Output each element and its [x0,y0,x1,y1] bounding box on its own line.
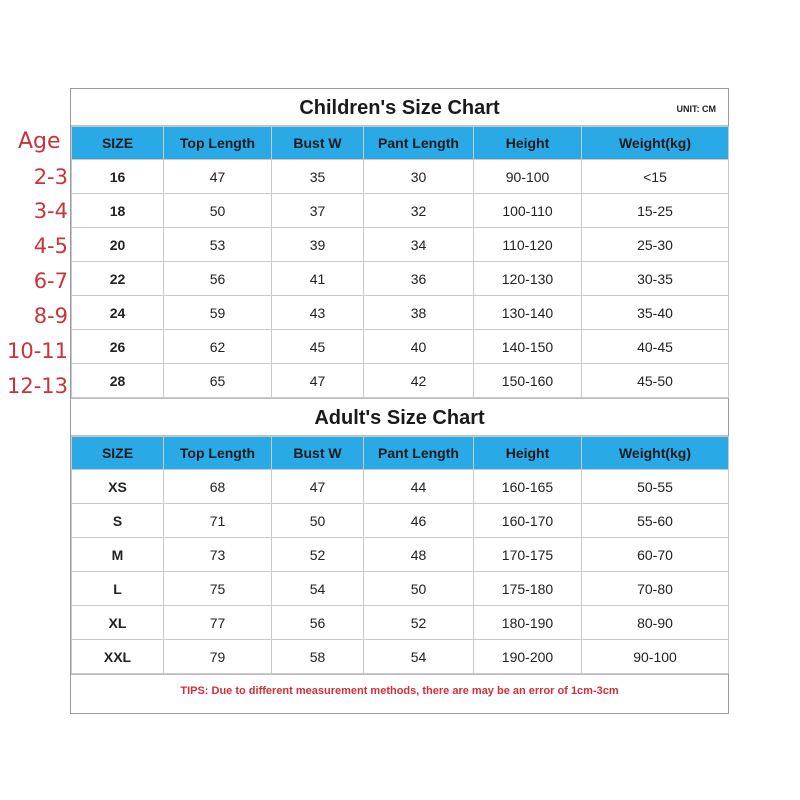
age-item: 3-4 [33,199,68,223]
table-cell: 56 [164,262,272,296]
table-cell: 100-110 [474,194,582,228]
size-chart-frame [70,88,729,714]
table-cell: 47 [272,364,364,398]
table-row [72,330,729,364]
children-header-row [72,127,729,160]
table-row [72,470,729,504]
table-cell: 110-120 [474,228,582,262]
table-cell: 140-150 [474,330,582,364]
size-cell: 22 [72,262,164,296]
column-header: SIZE [72,127,164,160]
unit-label: UNIT: CM [676,104,716,114]
table-cell: 36 [364,262,474,296]
table-cell: 30 [364,160,474,194]
age-item: 12-13 [6,374,68,398]
age-item: 2-3 [33,165,68,189]
age-item: 6-7 [33,269,68,293]
table-cell: 40 [364,330,474,364]
table-cell: 56 [272,606,364,640]
table-cell: 50-55 [582,470,729,504]
table-cell: 50 [272,504,364,538]
column-header: Bust W [272,127,364,160]
size-cell: 28 [72,364,164,398]
column-header: Weight(kg) [582,437,729,470]
table-cell: 77 [164,606,272,640]
column-header: Top Length [164,127,272,160]
table-cell: 71 [164,504,272,538]
table-cell: 75 [164,572,272,606]
column-header: SIZE [72,437,164,470]
adult-header-row [72,437,729,470]
table-row [72,640,729,674]
table-cell: 54 [364,640,474,674]
table-cell: 190-200 [474,640,582,674]
table-cell: 54 [272,572,364,606]
table-cell: 120-130 [474,262,582,296]
table-cell: 52 [364,606,474,640]
size-cell: XL [72,606,164,640]
children-size-table [71,126,729,398]
table-cell: 37 [272,194,364,228]
table-cell: 50 [364,572,474,606]
table-cell: 34 [364,228,474,262]
column-header: Top Length [164,437,272,470]
age-item: 4-5 [33,234,68,258]
table-cell: 130-140 [474,296,582,330]
table-row [72,160,729,194]
size-cell: XS [72,470,164,504]
table-row [72,262,729,296]
table-cell: 150-160 [474,364,582,398]
table-cell: 47 [272,470,364,504]
column-header: Height [474,437,582,470]
age-item: 8-9 [33,304,68,328]
size-cell: S [72,504,164,538]
table-cell: 48 [364,538,474,572]
column-header: Pant Length [364,127,474,160]
table-cell: 32 [364,194,474,228]
table-cell: 52 [272,538,364,572]
table-cell: 79 [164,640,272,674]
column-header: Bust W [272,437,364,470]
table-cell: 70-80 [582,572,729,606]
table-cell: 90-100 [582,640,729,674]
table-cell: 45 [272,330,364,364]
table-cell: 65 [164,364,272,398]
column-header: Pant Length [364,437,474,470]
table-cell: 90-100 [474,160,582,194]
table-cell: 53 [164,228,272,262]
table-cell: 47 [164,160,272,194]
table-cell: 35-40 [582,296,729,330]
table-cell: 170-175 [474,538,582,572]
table-cell: 42 [364,364,474,398]
table-row [72,296,729,330]
size-cell: 26 [72,330,164,364]
table-cell: 60-70 [582,538,729,572]
size-cell: L [72,572,164,606]
table-cell: 180-190 [474,606,582,640]
table-cell: 58 [272,640,364,674]
table-row [72,538,729,572]
adult-size-table [71,436,729,674]
table-cell: 25-30 [582,228,729,262]
table-cell: 160-165 [474,470,582,504]
table-cell: 46 [364,504,474,538]
table-row [72,228,729,262]
age-header: Age [18,129,61,154]
column-header: Height [474,127,582,160]
size-cell: 18 [72,194,164,228]
adult-chart-title: Adult's Size Chart [314,407,485,429]
table-cell: 15-25 [582,194,729,228]
table-cell: 30-35 [582,262,729,296]
table-cell: 68 [164,470,272,504]
table-cell: 43 [272,296,364,330]
table-cell: 41 [272,262,364,296]
table-cell: 44 [364,470,474,504]
table-cell: 160-170 [474,504,582,538]
table-cell: 73 [164,538,272,572]
table-row [72,194,729,228]
table-row [72,606,729,640]
size-cell: 24 [72,296,164,330]
size-cell: XXL [72,640,164,674]
children-title-row [71,89,728,126]
tips-note: TIPS: Due to different measurement methods, there are may be an error of 1cm-3cm [71,674,728,707]
table-cell: 175-180 [474,572,582,606]
children-chart-title: Children's Size Chart [299,97,500,119]
table-cell: 40-45 [582,330,729,364]
table-cell: 35 [272,160,364,194]
table-cell: 50 [164,194,272,228]
table-row [72,504,729,538]
size-cell: 16 [72,160,164,194]
table-cell: 59 [164,296,272,330]
table-row [72,364,729,398]
adult-title-row [71,398,728,436]
table-cell: 55-60 [582,504,729,538]
column-header: Weight(kg) [582,127,729,160]
table-cell: 45-50 [582,364,729,398]
size-cell: M [72,538,164,572]
table-cell: <15 [582,160,729,194]
table-cell: 38 [364,296,474,330]
table-cell: 39 [272,228,364,262]
table-cell: 62 [164,330,272,364]
size-cell: 20 [72,228,164,262]
table-cell: 80-90 [582,606,729,640]
age-item: 10-11 [6,339,68,363]
table-row [72,572,729,606]
